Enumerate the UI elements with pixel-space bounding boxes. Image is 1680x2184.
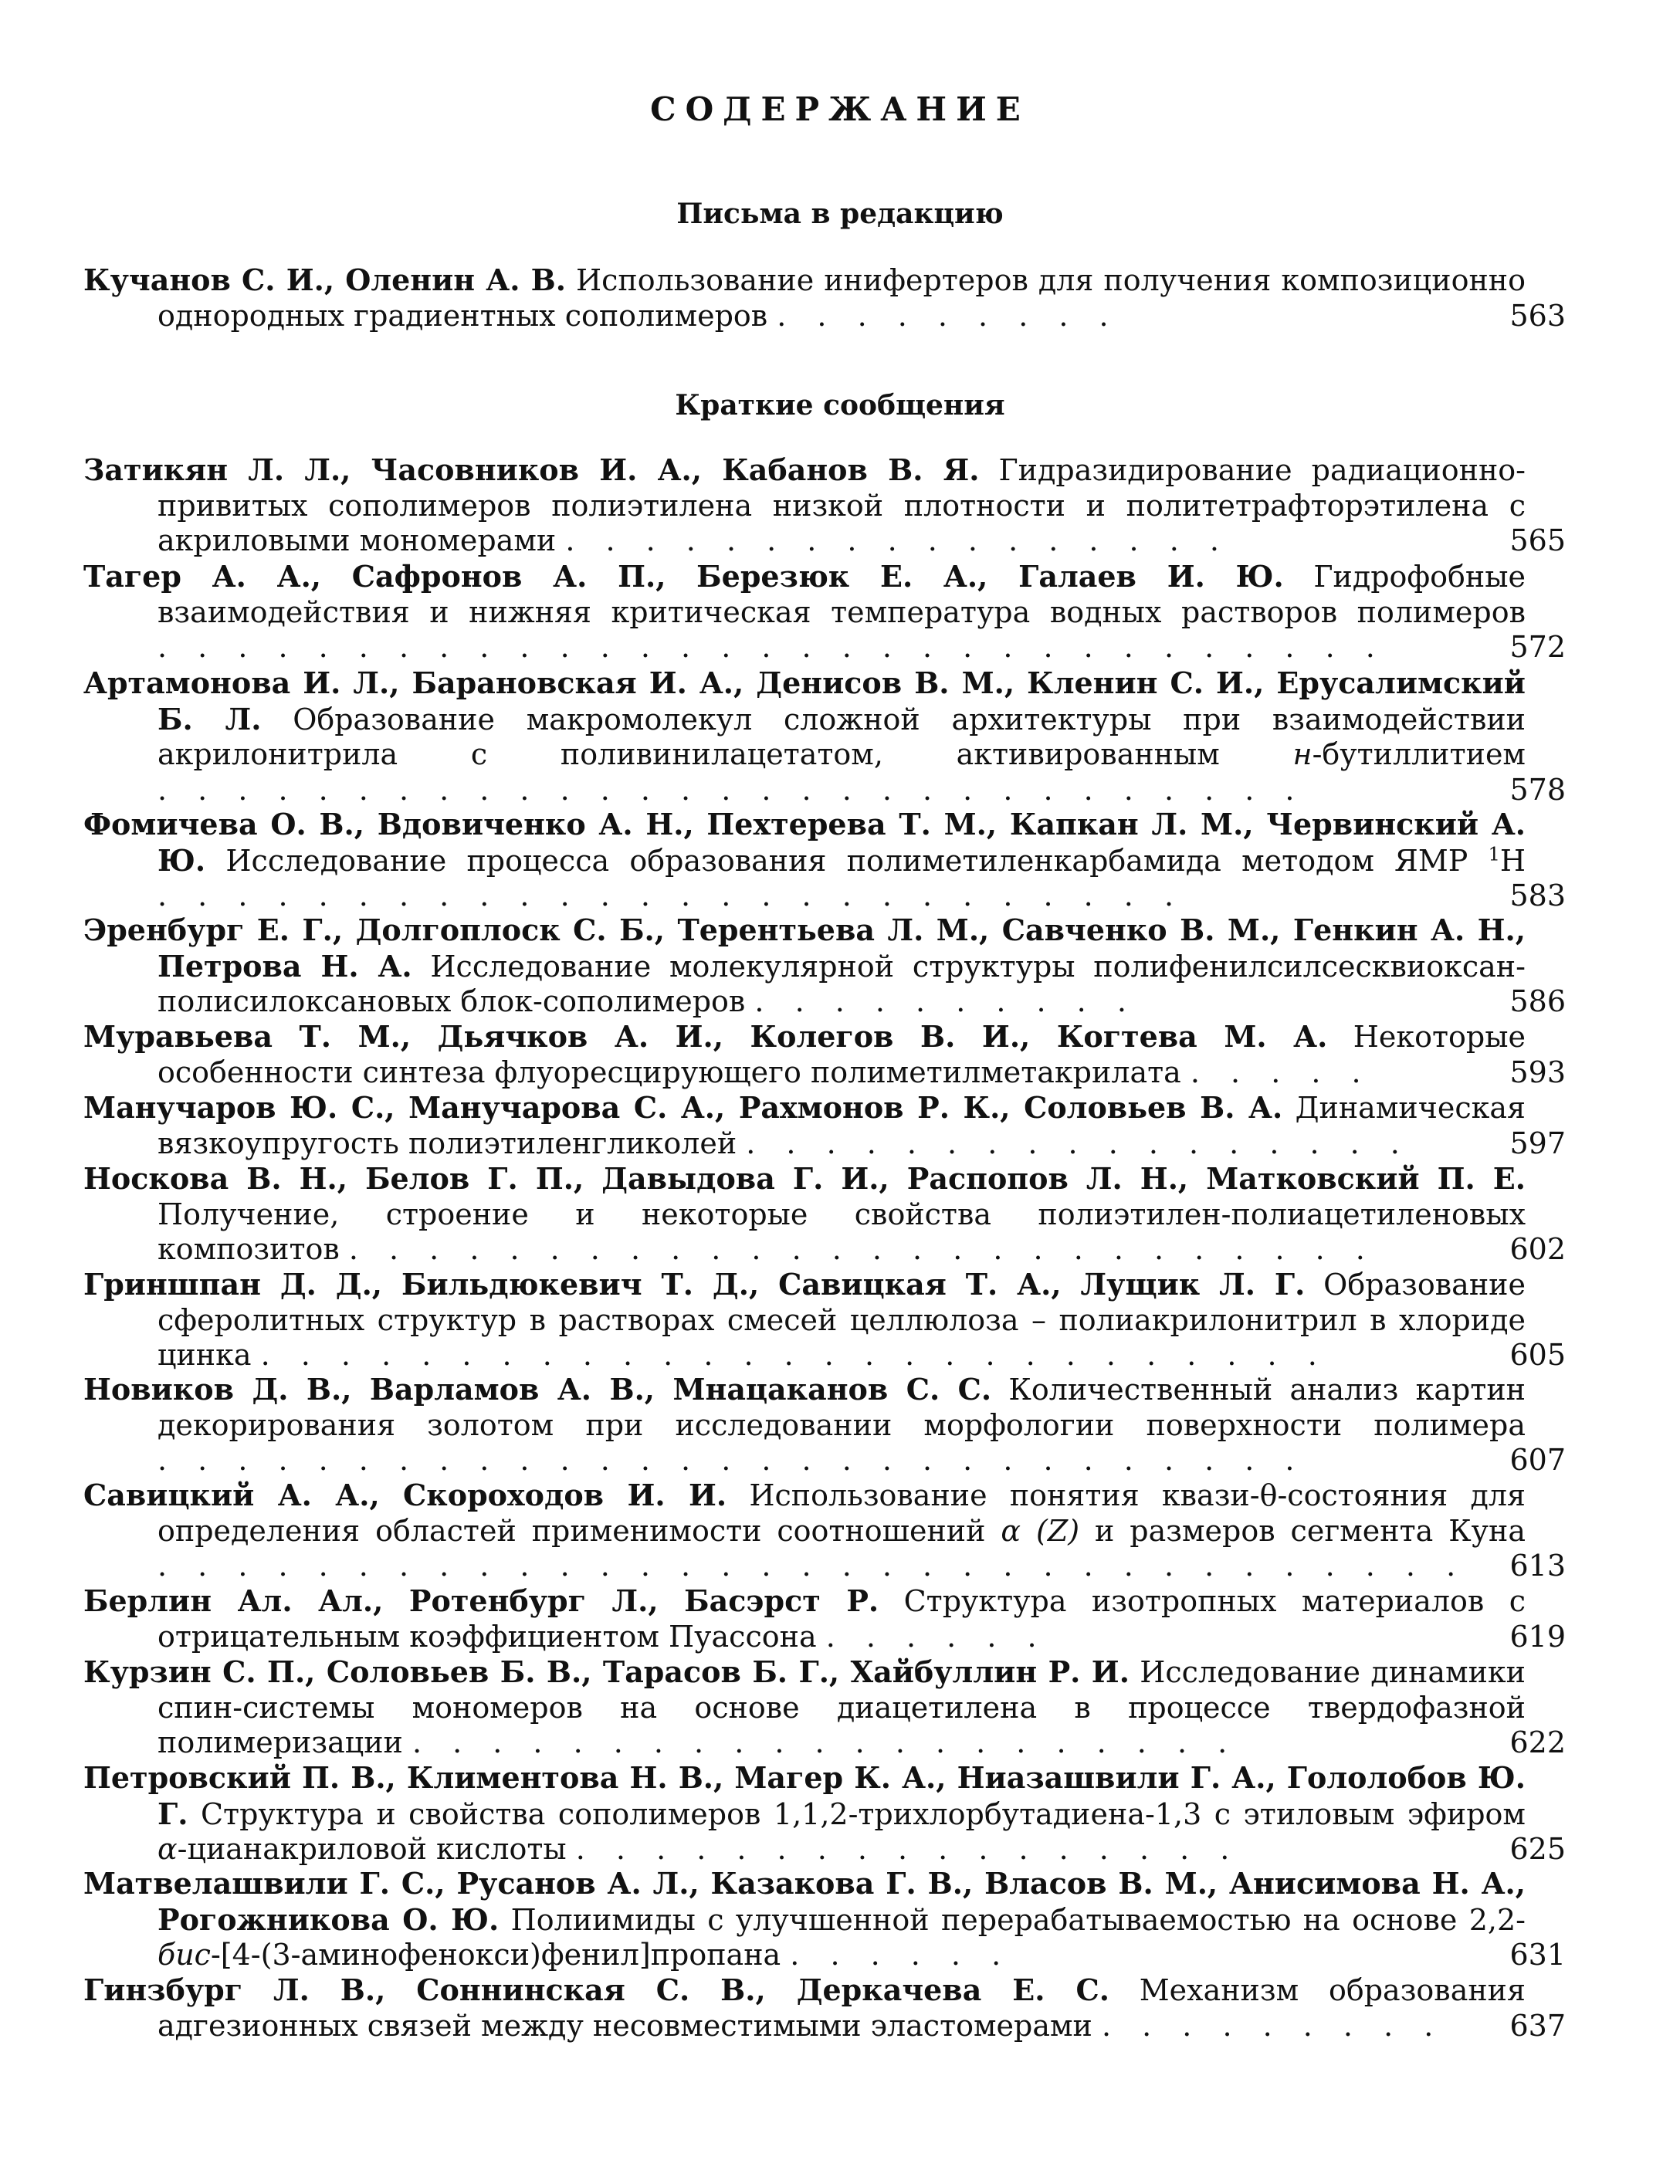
entry-title-part: -цианакриловой кислоты [177,1832,567,1866]
entry-title-part: Образование макромолекул сложной архитектуры при взаимодействии акрилонитрила с поливинилацетатом, активированным [158,702,1526,771]
page-title: СОДЕРЖАНИЕ [650,90,1030,128]
entry-title-part: и размеров сегмента Куна [1079,1513,1526,1548]
entry-title-part: Структура и свойства сополимеров 1,1,2-трихлорбутадиена-1,3 с этиловым эфиром [200,1796,1526,1831]
entry-page-number: 597 [1509,1126,1566,1160]
toc-entry [83,1760,1566,1867]
entry-title: Гидразидирование радиационно-привитых сополимеров полиэтилена низкой плотности и политетрафторэтилена с акриловыми мономерами [158,453,1526,557]
leader-dots: . . . . . . . . . . [754,984,1137,1018]
entry-title: Получение, строение и некоторые свойства полиэтилен-полиацетиленовых композитов [158,1197,1526,1266]
entry-authors: Артамонова И. Л., Барановская И. А., Денисов В. М., Кленин С. И., Ерусалимский Б. Л. [83,665,1526,736]
entry-title-italic: α [158,1832,178,1866]
toc-entry-text [83,452,1526,559]
entry-title-italic: α (Z) [1001,1513,1080,1548]
toc-entry-text [83,665,1526,808]
entry-title-part: Использование понятия квази-θ-состояния для определения областей применимости соотношений [158,1478,1526,1548]
leader-dots: . . . . . . . . . . . . . . . . . . . . . . . . . . . . . [158,1443,1306,1477]
entry-page-number: 586 [1509,984,1566,1018]
section-heading-letters: Письма в редакцию [676,198,1004,230]
toc-entry-text [83,1090,1526,1161]
section-heading-short-reports: Краткие сообщения [675,389,1005,422]
entry-authors: Фомичева О. В., Вдовиченко А. Н., Пехтерева Т. М., Капкан Л. М., Червинский А. Ю. [83,807,1526,878]
entry-authors: Тагер А. А., Сафронов А. П., Березюк Е. А., Галаев И. Ю. [83,559,1284,594]
entry-authors: Затикян Л. Л., Часовников И. А., Кабанов В. Я. [83,452,980,487]
toc-entry-text [83,1478,1526,1584]
entry-authors: Савицкий А. А., Скороходов И. И. [83,1478,727,1512]
entry-title: Количественный анализ картин декорирования золотом при исследовании морфологии поверхности полимера [158,1373,1526,1442]
entry-page-number: 622 [1509,1725,1566,1759]
toc-entry [83,1972,1566,2043]
toc-entry-text [83,1267,1526,1373]
entry-page-number: 637 [1509,2008,1566,2043]
entry-page-number: 625 [1509,1832,1566,1866]
entry-title: Механизм образования адгезионных связей между несовместимыми эластомерами [158,1973,1526,2043]
entry-page-number: 613 [1509,1549,1566,1583]
entry-authors: Эренбург Е. Г., Долгоплоск С. Б., Терентьева Л. М., Савченко В. М., Генкин А. Н., Петрова Н. А. [83,913,1526,984]
entry-authors: Новиков Д. В., Варламов А. В., Мнацаканов С. С. [83,1372,992,1407]
toc-entry [83,1090,1566,1161]
leader-dots: . . . . . . . . . . . . . . . . . [575,1832,1241,1866]
entry-title: Использование инифертеров для получения композиционно однородных градиентных сополимеров [158,263,1526,333]
toc-entry [83,1161,1566,1268]
leader-dots: . . . . . . [825,1619,1048,1654]
entry-page-number: 631 [1509,1938,1566,1972]
leader-dots: . . . . . . . . . . . . . . . . . [565,523,1230,557]
entry-authors: Берлин Ал. Ал., Ротенбург Л., Басэрст Р. [83,1583,879,1618]
toc-entry-text [83,262,1526,334]
toc-entry-text [83,1760,1526,1867]
toc-entry [83,452,1566,559]
toc-entry [83,1372,1566,1478]
toc-entry [83,1019,1566,1090]
entry-title-part: -бутиллитием [1312,737,1526,771]
toc-entry [83,665,1566,808]
entry-page-number: 563 [1509,298,1566,333]
entry-title-part: Полиимиды с улучшенной перерабатываемостью на основе 2,2- [510,1902,1526,1937]
leader-dots: . . . . . . . . . . . . . . . . . . . . . . . . . . . . . [158,772,1306,807]
entry-page-number: 572 [1509,630,1566,664]
entry-authors: Манучаров Ю. С., Манучарова С. А., Рахмонов Р. К., Соловьев В. А. [83,1090,1283,1125]
entry-page-number: 607 [1509,1443,1566,1477]
entry-authors: Гинзбург Л. В., Соннинская С. В., Деркачева Е. С. [83,1972,1109,2007]
toc-entry [83,1267,1566,1373]
entry-title-italic: н [1292,737,1312,771]
entry-title-part: Н [1499,843,1526,878]
entry-authors: Носкова В. Н., Белов Г. П., Давыдова Г. И., Распопов Л. Н., Матковский П. Е. [83,1161,1526,1196]
entry-authors: Кучанов С. И., Оленин А. В. [83,262,566,297]
entry-title-part: Исследование процесса образования полиметиленкарбамида методом ЯМР [225,843,1489,878]
entry-authors: Матвелашвили Г. С., Русанов А. Л., Казакова Г. В., Власов В. М., Анисимова Н. А., Рогожникова О. Ю. [83,1866,1526,1937]
entry-page-number: 593 [1509,1055,1566,1089]
toc-entry [83,1654,1566,1761]
entry-title: Динамическая вязкоупругость полиэтиленгликолей [158,1091,1526,1160]
leader-dots: . . . . . . [790,1938,1012,1972]
leader-dots: . . . . . . . . . . . . . . . . . . . . . . . . . . . [260,1338,1328,1372]
leader-dots: . . . . . . . . . . . . . . . . . [746,1126,1411,1160]
entry-title: Исследование молекулярной структуры полифенилсилсесквиоксан-полисилоксановых блок-сополимеров [158,949,1526,1018]
entry-page-number: 619 [1509,1619,1566,1654]
toc-entry-text [83,1019,1526,1090]
entry-title: Структура изотропных материалов с отрицательным коэффициентом Пуассона [158,1584,1526,1654]
entry-title: Некоторые особенности синтеза флуоресцирующего полиметилметакрилата [158,1020,1526,1089]
toc-entry [83,559,1566,665]
leader-dots: . . . . . . . . . [777,298,1119,333]
toc-entry-text [83,1161,1526,1268]
entry-title-italic: бис [158,1938,211,1972]
entry-page-number: 583 [1509,879,1566,913]
toc-entry [83,1583,1566,1654]
leader-dots: . . . . . . . . . . . . . . . . . . . . . . . . . . [158,879,1185,913]
toc-entry-text [83,1583,1526,1654]
toc-entry [83,913,1566,1020]
toc-entry [83,262,1566,334]
entry-authors: Курзин С. П., Соловьев Б. В., Тарасов Б. Г., Хайбуллин Р. И. [83,1654,1130,1689]
leader-dots: . . . . . . . . . . . . . . . . . . . . . . . . . . [348,1232,1376,1266]
entry-title-sup: 1 [1488,842,1500,865]
entry-title-part: -[4-(3-аминофенокси)фенил]пропана [210,1938,781,1972]
leader-dots: . . . . . . . . . . . . . . . . . . . . . . . . . . . . . . . . . [158,1549,1467,1583]
toc-entry-text [83,807,1526,914]
toc-entry [83,1866,1566,1973]
toc-entry-text [83,913,1526,1020]
toc-entry [83,1478,1566,1584]
entry-page-number: 565 [1509,523,1566,557]
leader-dots: . . . . . . . . . . . . . . . . . . . . . [412,1725,1238,1759]
entry-authors: Петровский П. В., Климентова Н. В., Магер К. А., Ниазашвили Г. А., Гололобов Ю. Г. [83,1760,1526,1831]
toc-entry-text [83,559,1526,665]
entry-title: Образование сферолитных структур в растворах смесей целлюлоза – полиакрилонитрил в хлориде цинка [158,1268,1526,1372]
entry-title: Исследование динамики спин-системы мономеров на основе диацетилена в процессе твердофазной полимеризации [158,1655,1526,1759]
leader-dots: . . . . . . . . . [1101,2008,1445,2043]
entry-authors: Гриншпан Д. Д., Бильдюкевич Т. Д., Савицкая Т. А., Лущик Л. Г. [83,1267,1306,1302]
leader-dots: . . . . . [1190,1055,1372,1089]
toc-entry-text [83,1972,1526,2043]
toc-entry-text [83,1654,1526,1761]
toc-entry-text [83,1866,1526,1973]
entry-page-number: 602 [1509,1232,1566,1266]
entry-page-number: 578 [1509,772,1566,807]
toc-entry [83,807,1566,914]
entry-title: Гидрофобные взаимодействия и нижняя критическая температура водных растворов полимеров [158,560,1526,629]
leader-dots: . . . . . . . . . . . . . . . . . . . . . . . . . . . . . . . [158,630,1386,664]
entry-page-number: 605 [1509,1338,1566,1372]
entry-authors: Муравьева Т. М., Дьячков А. И., Колегов В. И., Когтева М. А. [83,1019,1328,1054]
toc-entry-text [83,1372,1526,1478]
